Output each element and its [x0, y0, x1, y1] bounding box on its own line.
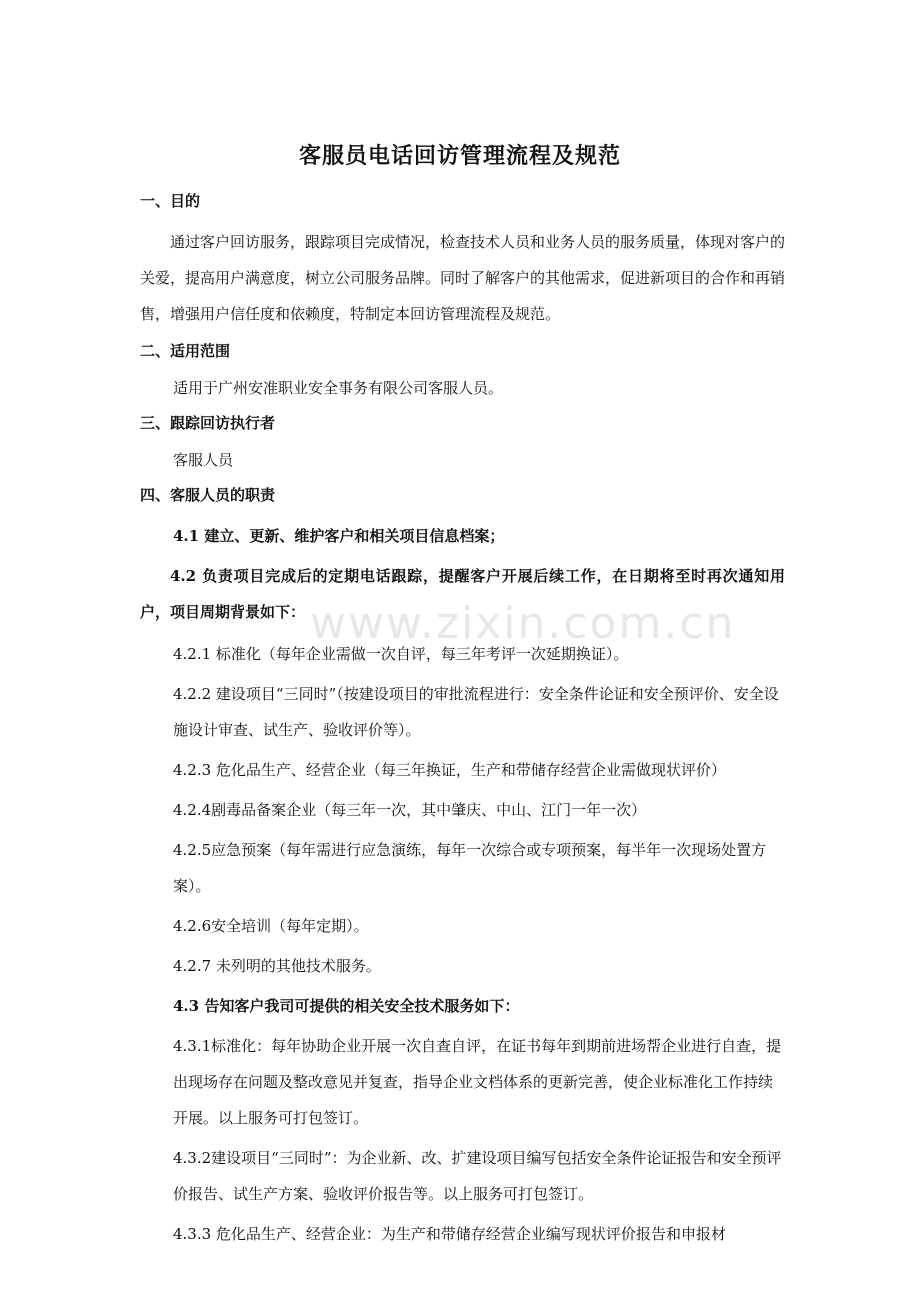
- document-title: 客服员电话回访管理流程及规范: [298, 143, 621, 169]
- section-purpose-text: 通过客户回访服务，跟踪项目完成情况，检查技术人员和业务人员的服务质量，体现对客户的关爱，提高用户满意度，树立公司服务品牌。同时了解客户的其他需求，促进新项目的合作和再销售，增强用户信任度和依赖度，特制定本回访管理流程及规范。: [140, 233, 786, 323]
- duty-4-2-5: 4.2.5应急预案（每年需进行应急演练，每年一次综合或专项预案，每半年一次现场处置方案）。: [173, 841, 767, 895]
- duty-4-3: 4.3 告知客户我司可提供的相关安全技术服务如下：: [173, 997, 520, 1015]
- duty-4-1: 4.1 建立、更新、维护客户和相关项目信息档案；: [173, 527, 505, 545]
- section-executor-text: 客服人员: [173, 451, 234, 469]
- duty-4-2-2: 4.2.2 建设项目“三同时”（按建设项目的审批流程进行：安全条件论证和安全预评价、安全设施设计审查、试生产、验收评价等）。: [173, 685, 779, 739]
- document-body: [140, 188, 785, 1256]
- section-scope-text: 适用于广州安准职业安全事务有限公司客服人员。: [173, 379, 504, 397]
- duty-4-2: 4.2 负责项目完成后的定期电话跟踪，提醒客户开展后续工作，在日期将至时再次通知用户，项目周期背景如下：: [140, 567, 785, 621]
- duty-4-3-2: 4.3.2建设项目“三同时”：为企业新、改、扩建设项目编写包括安全条件论证报告和安全预评价报告、试生产方案、验收评价报告等。以上服务可打包签订。: [173, 1149, 782, 1203]
- watermark: www.zixin.com.cn: [310, 598, 736, 649]
- section-duties-heading: 四、客服人员的职责: [140, 486, 276, 504]
- section-purpose-heading: 一、目的: [140, 192, 201, 210]
- duty-4-2-4: 4.2.4剧毒品备案企业（每三年一次，其中肇庆、中山、江门一年一次）: [173, 801, 647, 819]
- duty-4-2-3: 4.2.3 危化品生产、经营企业（每三年换证，生产和带储存经营企业需做现状评价）: [173, 761, 726, 779]
- duty-4-3-3: 4.3.3 危化品生产、经营企业：为生产和带储存经营企业编写现状评价报告和申报材: [173, 1225, 726, 1243]
- section-executor-heading: 三、跟踪回访执行者: [140, 414, 276, 432]
- duty-4-2-6: 4.2.6安全培训（每年定期）。: [173, 917, 369, 935]
- section-scope-heading: 二、适用范围: [140, 342, 231, 360]
- duty-4-3-1: 4.3.1标准化：每年协助企业开展一次自查自评，在证书每年到期前进场帮企业进行自查，提出现场存在问题及整改意见并复查，指导企业文档体系的更新完善，使企业标准化工作持续开展。以上服务可打包签订。: [173, 1037, 782, 1127]
- duty-4-2-7: 4.2.7 未列明的其他技术服务。: [173, 957, 381, 975]
- duty-4-2-1: 4.2.1 标准化（每年企业需做一次自评，每三年考评一次延期换证）。: [173, 645, 629, 663]
